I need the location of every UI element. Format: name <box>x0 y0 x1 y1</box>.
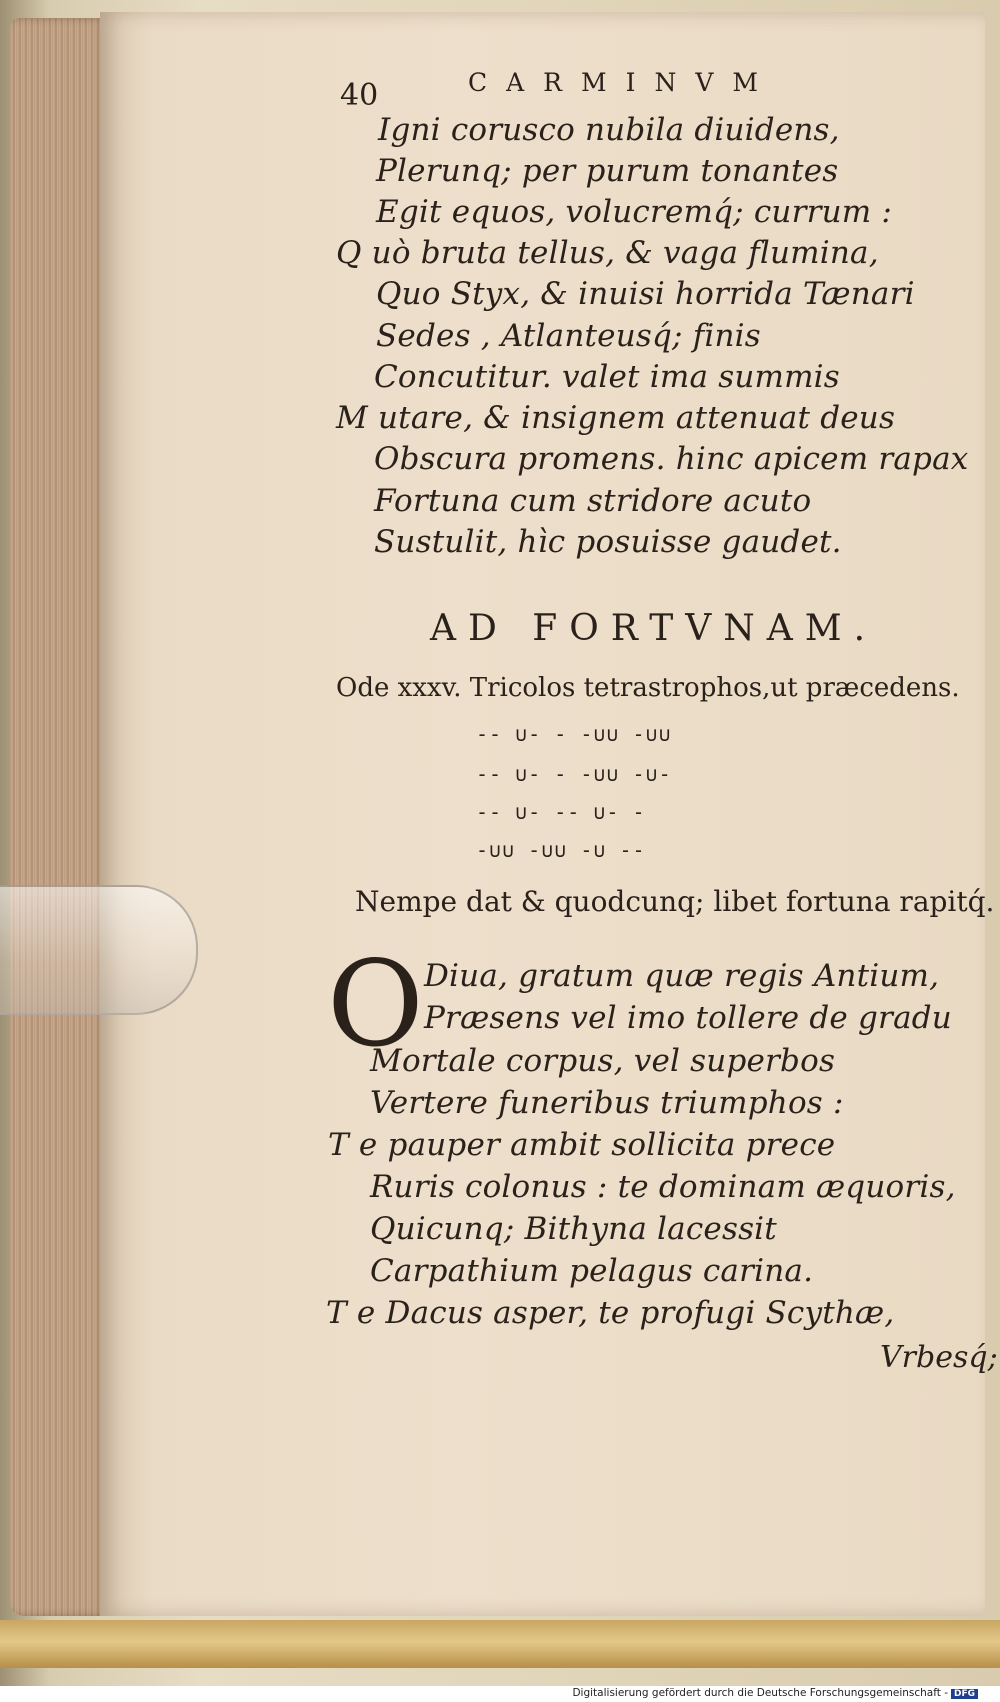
ode-subtitle: Ode xxxv. Tricolos tetrastrophos,ut præcedens. <box>336 673 960 703</box>
book-cover-edge <box>0 1620 1000 1668</box>
meter-scheme-line: -- ∪- - -∪∪ -∪- <box>476 762 672 786</box>
verse-line: Sustulit, hìc posuisse gaudet. <box>374 524 842 560</box>
meter-scheme-line: -∪∪ -∪∪ -∪ -- <box>476 838 646 862</box>
page-number: 40 <box>340 78 379 113</box>
verse-line: Diua, gratum quæ regis Antium, <box>424 958 940 994</box>
ode-motto: Nempe dat & quodcunq; libet fortuna rapitq́. <box>355 885 995 918</box>
verse-line: Quo Styx, & inuisi horrida Tænari <box>376 276 915 312</box>
drop-cap: O <box>327 935 424 1073</box>
verse-line: T e Dacus asper, te profugi Scythæ, <box>326 1295 895 1331</box>
footer-credit-text: Digitalisierung gefördert durch die Deutsche Forschungsgemeinschaft - <box>572 1687 948 1699</box>
verse-line: M utare, & insignem attenuat deus <box>336 400 896 436</box>
footer-credit <box>572 1687 978 1699</box>
verse-line: Carpathium pelagus carina. <box>370 1253 814 1289</box>
verse-line: Præsens vel imo tollere de gradu <box>424 1000 952 1036</box>
page-clip <box>0 885 198 1015</box>
verse-line: Q uò bruta tellus, & vaga flumina, <box>336 235 879 271</box>
dfg-logo: DFG <box>951 1689 978 1699</box>
page-stack-edge <box>10 18 108 1616</box>
verse-line: Ruris colonus : te dominam æquoris, <box>370 1169 956 1205</box>
meter-scheme-line: -- ∪- - -∪∪ -∪∪ <box>476 722 672 746</box>
catchword: Vrbesq́; <box>880 1340 998 1375</box>
verse-line: Egit equos, volucremq́; currum : <box>376 194 893 230</box>
verse-line: Sedes , Atlanteusq́; finis <box>376 318 761 354</box>
verse-line: Mortale corpus, vel superbos <box>370 1043 836 1079</box>
meter-scheme-line: -- ∪- -- ∪- - <box>476 800 646 824</box>
verse-line: Concutitur. valet ima summis <box>374 359 840 395</box>
verse-line: Quicunq; Bithyna lacessit <box>370 1211 777 1247</box>
verse-line: Fortuna cum stridore acuto <box>374 483 812 519</box>
verse-line: T e pauper ambit sollicita prece <box>328 1127 836 1163</box>
verse-line: Vertere funeribus triumphos : <box>370 1085 844 1121</box>
verse-line: Plerunq; per purum tonantes <box>376 153 839 189</box>
verse-line: Obscura promens. hinc apicem rapax <box>374 441 969 477</box>
verse-line: Igni corusco nubila diuidens, <box>378 112 840 148</box>
ode-title: AD FORTVNAM. <box>430 608 878 649</box>
running-head: CARMINVM <box>468 68 778 97</box>
